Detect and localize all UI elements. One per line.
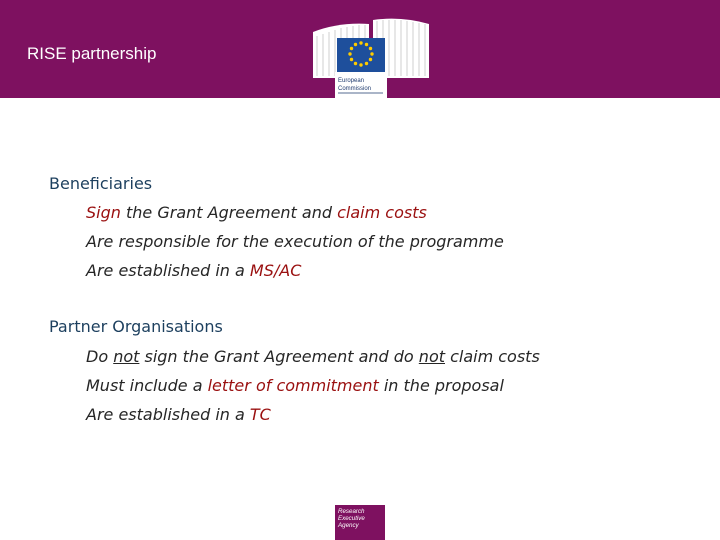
list-item — [86, 347, 540, 366]
item-text: sign the Grant Agreement and do — [139, 347, 419, 366]
item-text: Are established in a — [86, 405, 250, 424]
section-heading-beneficiaries: Beneficiaries — [49, 174, 153, 193]
item-text: in the proposal — [378, 376, 504, 395]
section-heading-partner-organisations: Partner Organisations — [49, 317, 223, 336]
item-text: Must include a — [86, 376, 208, 395]
list-item — [86, 232, 504, 251]
underlined-text: not — [113, 347, 140, 366]
underlined-text: not — [418, 347, 445, 366]
list-item — [86, 261, 301, 280]
logo-text-line2: Commission — [338, 86, 372, 92]
emphasis-text: claim costs — [337, 203, 427, 222]
page-title: RISE partnership — [27, 44, 157, 63]
item-text: Do — [86, 347, 114, 366]
emphasis-text: letter of commitment — [207, 376, 379, 395]
item-text: the Grant Agreement and — [120, 203, 338, 222]
research-executive-agency-logo — [335, 505, 385, 540]
item-text: claim costs — [445, 347, 540, 366]
list-item — [86, 203, 427, 222]
item-text: Are responsible for the execution of the programme — [86, 232, 504, 251]
rea-logo-line2: Executive — [338, 515, 365, 522]
list-item — [86, 405, 271, 424]
item-text: Are established in a — [86, 261, 250, 280]
rea-logo-line1: Research — [338, 508, 365, 515]
list-item — [86, 376, 504, 395]
rea-logo-line3: Agency — [338, 522, 359, 529]
emphasis-text: Sign — [86, 203, 121, 222]
logo-text-line1: European — [338, 78, 365, 84]
emphasis-text: MS/AC — [249, 261, 302, 280]
emphasis-text: TC — [249, 405, 271, 424]
